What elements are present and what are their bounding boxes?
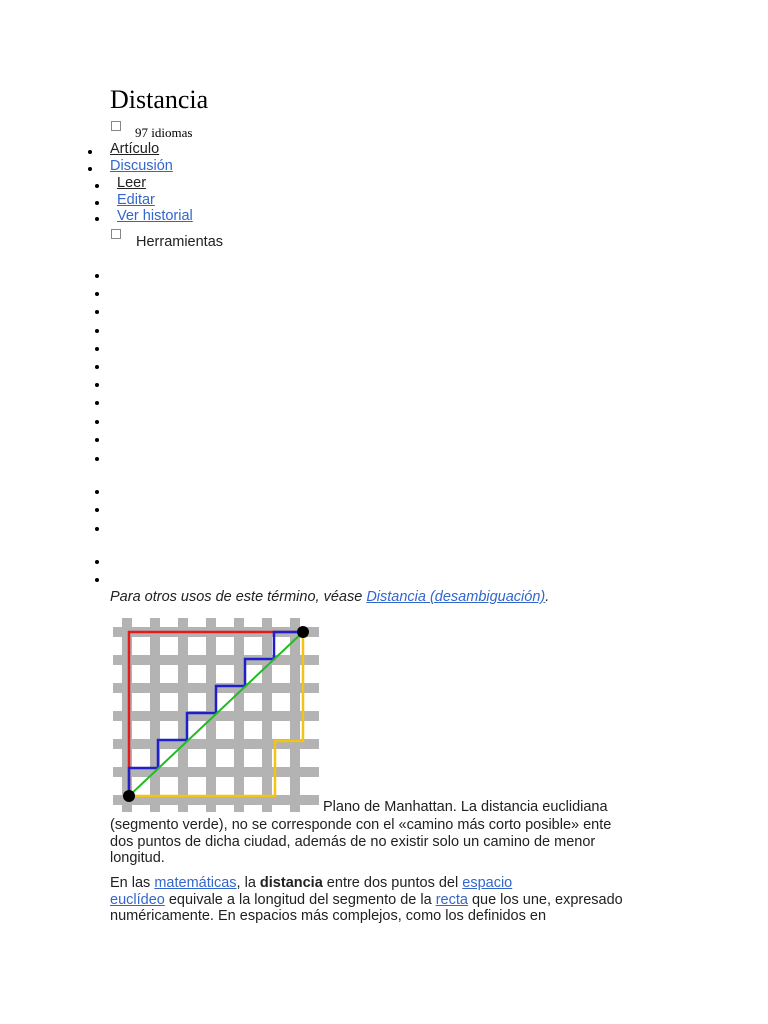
page-title: Distancia [110, 85, 209, 114]
figure-caption-line: Plano de Manhattan. La distancia euclidiana [323, 799, 608, 815]
disambiguation-link[interactable]: Distancia (desambiguación) [366, 589, 546, 605]
bullet-marker [95, 438, 99, 442]
bullet-marker [95, 508, 99, 512]
link-matematicas[interactable]: matemáticas [154, 875, 237, 891]
hatnote [110, 589, 549, 606]
intro-line: numéricamente. En espacios más complejos, como los definidos en [110, 908, 547, 924]
figure-caption-line: longitud. [110, 850, 165, 866]
figure-caption-line: (segmento verde), no se corresponde con el «camino más corto posible» ente [110, 817, 612, 833]
bullet-marker [95, 490, 99, 494]
end-point [297, 626, 309, 638]
bullet-marker [95, 274, 99, 278]
language-button-label[interactable]: 97 idiomas [135, 125, 193, 140]
intro-text: que los une, expresado [467, 892, 623, 908]
link-euclideo[interactable]: euclídeo [110, 892, 165, 908]
link-recta[interactable]: recta [435, 892, 468, 908]
bullet-marker [95, 457, 99, 461]
bullet-marker [95, 578, 99, 582]
bullet-marker [95, 329, 99, 333]
tools-checkbox[interactable] [111, 229, 121, 239]
bullet-marker [95, 420, 99, 424]
link-espacio[interactable]: espacio [462, 875, 513, 891]
bullet-marker [95, 310, 99, 314]
start-point [123, 790, 135, 802]
bullet-marker [95, 201, 99, 205]
bullet-marker [95, 217, 99, 221]
tab-discusion[interactable]: Discusión [110, 158, 173, 174]
bullet-marker [95, 560, 99, 564]
bullet-marker [95, 383, 99, 387]
figure-caption-line: dos puntos de dicha ciudad, además de no existir solo un camino de menor [110, 834, 596, 850]
intro-line [110, 892, 623, 909]
bullet-marker [95, 292, 99, 296]
hatnote-suffix: . [545, 589, 550, 605]
tab-ver-historial[interactable]: Ver historial [117, 208, 193, 224]
manhattan-distance-image[interactable] [113, 618, 319, 812]
bullet-marker [95, 347, 99, 351]
bullet-marker [88, 167, 92, 171]
bullet-marker [95, 401, 99, 405]
bullet-marker [95, 527, 99, 531]
intro-text: equivale a la longitud del segmento de la [164, 892, 436, 908]
bold-term-distancia: distancia [259, 875, 323, 891]
intro-text: En las [110, 875, 155, 891]
bullet-marker [95, 184, 99, 188]
manhattan-grid-svg [113, 618, 319, 812]
tab-editar[interactable]: Editar [117, 192, 155, 208]
intro-text: entre dos puntos del [322, 875, 463, 891]
intro-text: , la [236, 875, 260, 891]
bullet-marker [95, 365, 99, 369]
tab-leer[interactable]: Leer [117, 175, 147, 191]
tab-articulo[interactable]: Artículo [110, 141, 160, 157]
intro-line [110, 875, 512, 892]
hatnote-prefix: Para otros usos de este término, véase [110, 589, 367, 605]
language-checkbox[interactable] [111, 121, 121, 131]
bullet-marker [88, 150, 92, 154]
tools-button-label[interactable]: Herramientas [136, 234, 224, 250]
